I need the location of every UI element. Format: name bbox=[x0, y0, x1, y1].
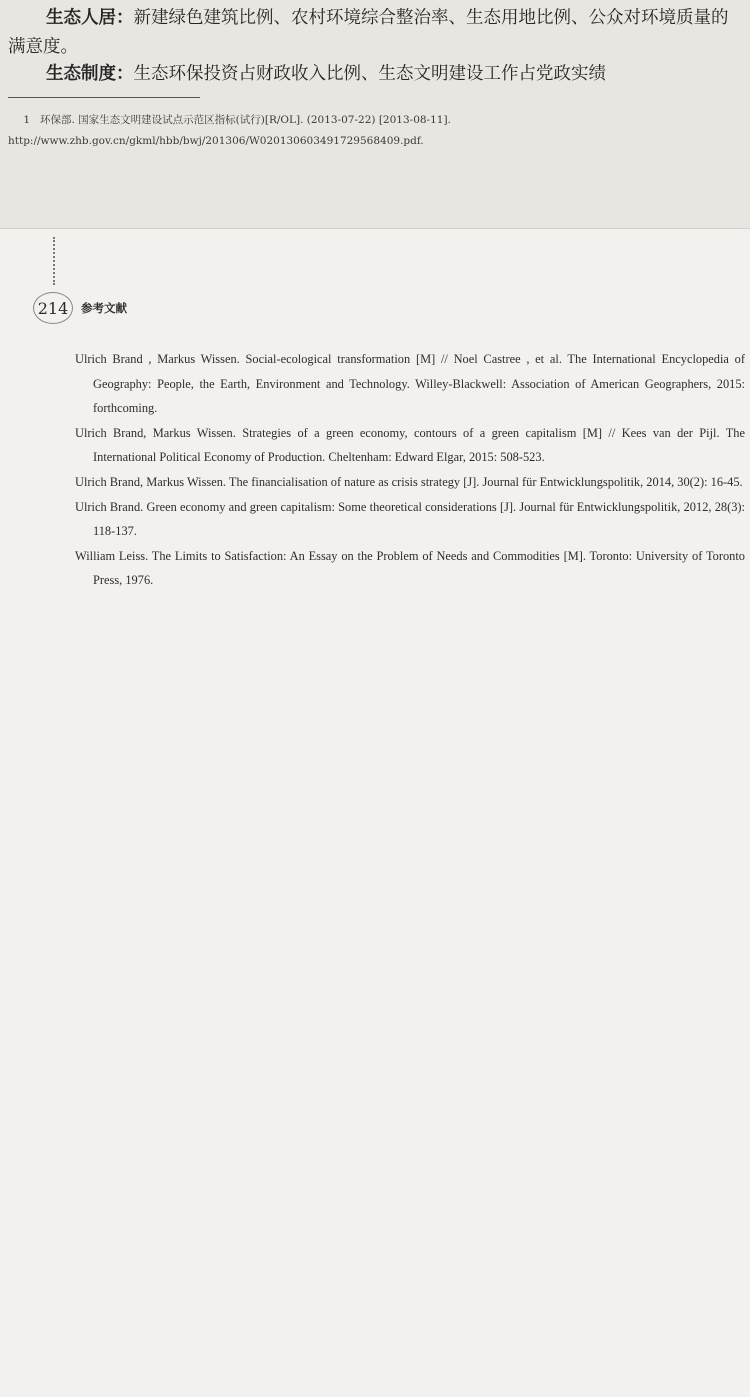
page-number: 214 bbox=[33, 292, 73, 324]
reference-item: Ulrich Brand. Green economy and green capitalism: Some theoretical considerations [J]. Journal für Entwicklungspolitik, 2012, 28(3): 118-137. bbox=[75, 499, 745, 539]
reference-item: Ulrich Brand, Markus Wissen. Strategies of a green economy, contours of a green capitalism [M] // Kees van der Pijl. The International Political Economy of Production. Cheltenham: Edward Elgar, 2015: 508-523. bbox=[75, 425, 745, 465]
dotted-marker-line bbox=[53, 237, 55, 285]
reference-item: William Leiss. The Limits to Satisfaction: An Essay on the Problem of Needs and Commodities [M]. Toronto: University of Toronto Press, 1976. bbox=[75, 548, 745, 588]
previous-page-fragment bbox=[0, 0, 750, 229]
footnote-text: 环保部. 国家生态文明建设试点示范区指标(试行)[R/OL]. (2013-07-22) [2013-08-11]. http://www.zhb.gov.cn/gkml/hbb/bwj/201306/W020130603491729568409.pdf. bbox=[8, 114, 451, 147]
section-title: 参考文献 bbox=[81, 301, 127, 315]
page-header bbox=[33, 291, 127, 325]
paragraph-eco-living-text: 新建绿色建筑比例、农村环境综合整治率、生态用地比例、公众对环境质量的满意度。 bbox=[8, 8, 729, 57]
reference-item: Ulrich Brand, Markus Wissen. The financialisation of nature as crisis strategy [J]. Journal für Entwicklungspolitik, 2014, 30(2): 16-45. bbox=[75, 474, 743, 489]
footnote-number: 1 bbox=[23, 114, 30, 126]
footnote bbox=[8, 110, 733, 152]
paragraph-eco-living bbox=[8, 4, 738, 62]
paragraph-eco-system-text: 生态环保投资占财政收入比例、生态文明建设工作占党政实绩 bbox=[133, 64, 606, 84]
reference-item: Ulrich Brand , Markus Wissen. Social-ecological transformation [M] // Noel Castree , et al. The International Encyclopedia of Geography: People, the Earth, Environment and Technology. Willey-Blackwell: Association of American Geographers, 2015: forthcoming. bbox=[75, 352, 745, 416]
footnote-divider bbox=[8, 97, 200, 98]
paragraph-eco-system-heading: 生态制度： bbox=[46, 64, 134, 84]
paragraph-eco-system bbox=[8, 60, 738, 89]
paragraph-eco-living-heading: 生态人居： bbox=[46, 8, 134, 28]
reference-list bbox=[75, 347, 745, 593]
